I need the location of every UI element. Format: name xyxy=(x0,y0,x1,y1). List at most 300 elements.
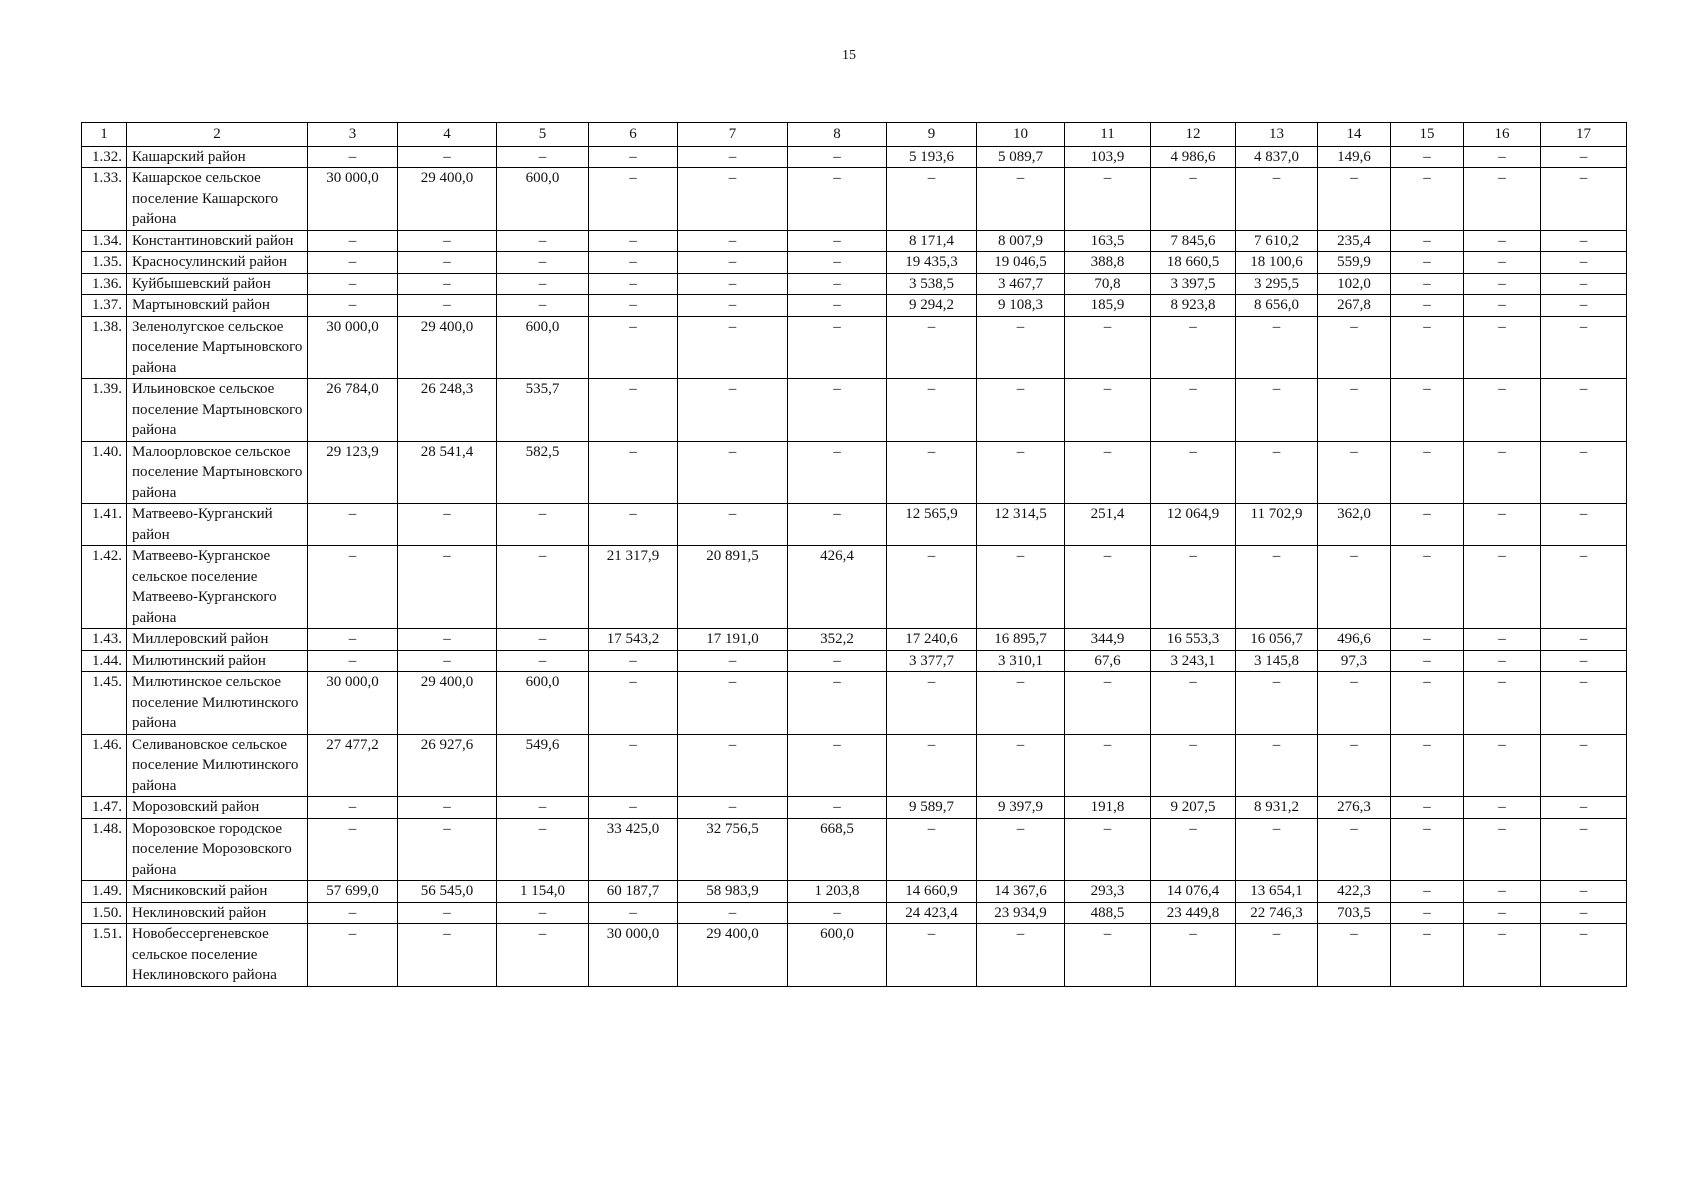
value-cell-col-12: 3 243,1 xyxy=(1151,650,1236,672)
value-cell-col-13: 4 837,0 xyxy=(1236,146,1318,168)
value-cell-col-16: – xyxy=(1464,252,1541,274)
value-cell-col-7: – xyxy=(678,650,788,672)
value-cell-col-11: 70,8 xyxy=(1065,273,1151,295)
value-cell-col-9: – xyxy=(887,168,977,231)
table-row xyxy=(82,504,1627,546)
value-cell-col-9: – xyxy=(887,672,977,735)
value-cell-col-14: – xyxy=(1318,168,1391,231)
value-cell-col-15: – xyxy=(1391,924,1464,987)
value-cell-col-9: 19 435,3 xyxy=(887,252,977,274)
value-cell-col-4: 26 248,3 xyxy=(398,379,497,442)
value-cell-col-15: – xyxy=(1391,797,1464,819)
value-cell-col-16: – xyxy=(1464,168,1541,231)
value-cell-col-14: 235,4 xyxy=(1318,230,1391,252)
value-cell-col-5: 600,0 xyxy=(497,168,589,231)
row-number: 1.42. xyxy=(82,546,127,629)
value-cell-col-7: – xyxy=(678,230,788,252)
value-cell-col-12: – xyxy=(1151,379,1236,442)
value-cell-col-16: – xyxy=(1464,924,1541,987)
municipality-name: Зеленолугское сельское поселение Мартыновского района xyxy=(127,316,308,379)
column-header-12: 12 xyxy=(1151,123,1236,147)
value-cell-col-6: – xyxy=(589,379,678,442)
value-cell-col-11: 488,5 xyxy=(1065,902,1151,924)
municipality-name: Милютинский район xyxy=(127,650,308,672)
row-number: 1.38. xyxy=(82,316,127,379)
value-cell-col-6: – xyxy=(589,295,678,317)
column-header-1: 1 xyxy=(82,123,127,147)
value-cell-col-6: – xyxy=(589,273,678,295)
value-cell-col-3: 26 784,0 xyxy=(308,379,398,442)
value-cell-col-3: 30 000,0 xyxy=(308,672,398,735)
value-cell-col-16: – xyxy=(1464,295,1541,317)
value-cell-col-7: – xyxy=(678,146,788,168)
value-cell-col-13: 22 746,3 xyxy=(1236,902,1318,924)
value-cell-col-9: 24 423,4 xyxy=(887,902,977,924)
value-cell-col-5: 600,0 xyxy=(497,672,589,735)
table-row xyxy=(82,168,1627,231)
value-cell-col-4: 56 545,0 xyxy=(398,881,497,903)
table-row xyxy=(82,672,1627,735)
municipality-name: Морозовский район xyxy=(127,797,308,819)
value-cell-col-13: – xyxy=(1236,546,1318,629)
value-cell-col-4: 29 400,0 xyxy=(398,672,497,735)
table-row xyxy=(82,146,1627,168)
value-cell-col-4: 26 927,6 xyxy=(398,734,497,797)
value-cell-col-9: – xyxy=(887,379,977,442)
row-number: 1.49. xyxy=(82,881,127,903)
row-number: 1.41. xyxy=(82,504,127,546)
table-row xyxy=(82,797,1627,819)
value-cell-col-10: 16 895,7 xyxy=(977,629,1065,651)
value-cell-col-17: – xyxy=(1541,818,1627,881)
value-cell-col-9: 3 377,7 xyxy=(887,650,977,672)
table-row xyxy=(82,924,1627,987)
value-cell-col-3: – xyxy=(308,230,398,252)
value-cell-col-13: – xyxy=(1236,316,1318,379)
value-cell-col-6: 60 187,7 xyxy=(589,881,678,903)
value-cell-col-5: – xyxy=(497,273,589,295)
value-cell-col-17: – xyxy=(1541,146,1627,168)
value-cell-col-5: – xyxy=(497,504,589,546)
value-cell-col-15: – xyxy=(1391,504,1464,546)
value-cell-col-6: – xyxy=(589,230,678,252)
municipality-name: Милютинское сельское поселение Милютинского района xyxy=(127,672,308,735)
column-header-13: 13 xyxy=(1236,123,1318,147)
value-cell-col-8: – xyxy=(788,230,887,252)
value-cell-col-10: – xyxy=(977,672,1065,735)
value-cell-col-14: 102,0 xyxy=(1318,273,1391,295)
value-cell-col-11: – xyxy=(1065,546,1151,629)
value-cell-col-5: 549,6 xyxy=(497,734,589,797)
value-cell-col-17: – xyxy=(1541,924,1627,987)
value-cell-col-5: – xyxy=(497,252,589,274)
value-cell-col-7: – xyxy=(678,734,788,797)
value-cell-col-11: – xyxy=(1065,672,1151,735)
municipality-name: Миллеровский район xyxy=(127,629,308,651)
value-cell-col-17: – xyxy=(1541,902,1627,924)
municipality-name: Кашарское сельское поселение Кашарского района xyxy=(127,168,308,231)
value-cell-col-17: – xyxy=(1541,672,1627,735)
table-row xyxy=(82,650,1627,672)
value-cell-col-17: – xyxy=(1541,295,1627,317)
value-cell-col-9: – xyxy=(887,924,977,987)
value-cell-col-13: 8 656,0 xyxy=(1236,295,1318,317)
value-cell-col-13: 7 610,2 xyxy=(1236,230,1318,252)
value-cell-col-7: – xyxy=(678,379,788,442)
table-row xyxy=(82,629,1627,651)
value-cell-col-6: – xyxy=(589,168,678,231)
value-cell-col-12: – xyxy=(1151,818,1236,881)
value-cell-col-9: – xyxy=(887,734,977,797)
value-cell-col-9: 9 589,7 xyxy=(887,797,977,819)
column-header-11: 11 xyxy=(1065,123,1151,147)
value-cell-col-16: – xyxy=(1464,797,1541,819)
value-cell-col-16: – xyxy=(1464,818,1541,881)
value-cell-col-10: – xyxy=(977,379,1065,442)
value-cell-col-8: 426,4 xyxy=(788,546,887,629)
municipality-name: Мартыновский район xyxy=(127,295,308,317)
row-number: 1.50. xyxy=(82,902,127,924)
value-cell-col-6: – xyxy=(589,252,678,274)
column-header-9: 9 xyxy=(887,123,977,147)
value-cell-col-9: 12 565,9 xyxy=(887,504,977,546)
value-cell-col-7: 17 191,0 xyxy=(678,629,788,651)
value-cell-col-11: – xyxy=(1065,734,1151,797)
value-cell-col-10: 3 310,1 xyxy=(977,650,1065,672)
value-cell-col-8: – xyxy=(788,379,887,442)
municipality-name: Неклиновский район xyxy=(127,902,308,924)
value-cell-col-3: – xyxy=(308,818,398,881)
value-cell-col-4: – xyxy=(398,902,497,924)
value-cell-col-17: – xyxy=(1541,650,1627,672)
value-cell-col-15: – xyxy=(1391,818,1464,881)
value-cell-col-8: – xyxy=(788,672,887,735)
row-number: 1.39. xyxy=(82,379,127,442)
value-cell-col-11: – xyxy=(1065,924,1151,987)
value-cell-col-7: – xyxy=(678,168,788,231)
value-cell-col-6: – xyxy=(589,504,678,546)
value-cell-col-15: – xyxy=(1391,734,1464,797)
value-cell-col-3: 30 000,0 xyxy=(308,168,398,231)
value-cell-col-5: 535,7 xyxy=(497,379,589,442)
value-cell-col-10: 12 314,5 xyxy=(977,504,1065,546)
value-cell-col-5: – xyxy=(497,902,589,924)
table-row xyxy=(82,546,1627,629)
value-cell-col-15: – xyxy=(1391,316,1464,379)
value-cell-col-11: 103,9 xyxy=(1065,146,1151,168)
row-number: 1.45. xyxy=(82,672,127,735)
municipality-name: Матвеево-Курганский район xyxy=(127,504,308,546)
value-cell-col-16: – xyxy=(1464,273,1541,295)
table-row xyxy=(82,252,1627,274)
value-cell-col-9: 9 294,2 xyxy=(887,295,977,317)
value-cell-col-10: 8 007,9 xyxy=(977,230,1065,252)
value-cell-col-17: – xyxy=(1541,546,1627,629)
value-cell-col-17: – xyxy=(1541,881,1627,903)
value-cell-col-15: – xyxy=(1391,629,1464,651)
value-cell-col-9: 8 171,4 xyxy=(887,230,977,252)
value-cell-col-16: – xyxy=(1464,881,1541,903)
value-cell-col-17: – xyxy=(1541,441,1627,504)
value-cell-col-16: – xyxy=(1464,504,1541,546)
value-cell-col-6: – xyxy=(589,146,678,168)
municipality-name: Константиновский район xyxy=(127,230,308,252)
value-cell-col-14: – xyxy=(1318,441,1391,504)
value-cell-col-11: – xyxy=(1065,441,1151,504)
value-cell-col-4: – xyxy=(398,818,497,881)
value-cell-col-8: – xyxy=(788,441,887,504)
value-cell-col-8: – xyxy=(788,168,887,231)
value-cell-col-16: – xyxy=(1464,316,1541,379)
value-cell-col-3: – xyxy=(308,650,398,672)
value-cell-col-5: – xyxy=(497,924,589,987)
value-cell-col-3: 57 699,0 xyxy=(308,881,398,903)
value-cell-col-17: – xyxy=(1541,629,1627,651)
value-cell-col-4: – xyxy=(398,546,497,629)
column-header-6: 6 xyxy=(589,123,678,147)
page-number: 15 xyxy=(842,48,856,63)
value-cell-col-3: 29 123,9 xyxy=(308,441,398,504)
value-cell-col-6: – xyxy=(589,902,678,924)
value-cell-col-4: – xyxy=(398,273,497,295)
table-row xyxy=(82,295,1627,317)
budget-table xyxy=(81,122,1627,987)
value-cell-col-10: – xyxy=(977,441,1065,504)
value-cell-col-15: – xyxy=(1391,881,1464,903)
value-cell-col-10: 3 467,7 xyxy=(977,273,1065,295)
value-cell-col-13: – xyxy=(1236,818,1318,881)
value-cell-col-4: – xyxy=(398,295,497,317)
value-cell-col-17: – xyxy=(1541,316,1627,379)
table-row xyxy=(82,230,1627,252)
value-cell-col-4: – xyxy=(398,146,497,168)
value-cell-col-15: – xyxy=(1391,295,1464,317)
value-cell-col-8: – xyxy=(788,295,887,317)
value-cell-col-8: 600,0 xyxy=(788,924,887,987)
value-cell-col-10: – xyxy=(977,924,1065,987)
municipality-name: Матвеево-Курганское сельское поселение Матвеево-Курганского района xyxy=(127,546,308,629)
value-cell-col-8: – xyxy=(788,734,887,797)
value-cell-col-10: 14 367,6 xyxy=(977,881,1065,903)
value-cell-col-17: – xyxy=(1541,734,1627,797)
value-cell-col-12: 8 923,8 xyxy=(1151,295,1236,317)
row-number: 1.32. xyxy=(82,146,127,168)
value-cell-col-7: 58 983,9 xyxy=(678,881,788,903)
value-cell-col-6: 33 425,0 xyxy=(589,818,678,881)
value-cell-col-16: – xyxy=(1464,650,1541,672)
value-cell-col-14: 149,6 xyxy=(1318,146,1391,168)
table-row xyxy=(82,902,1627,924)
value-cell-col-16: – xyxy=(1464,672,1541,735)
value-cell-col-3: 30 000,0 xyxy=(308,316,398,379)
municipality-name: Морозовское городское поселение Морозовского района xyxy=(127,818,308,881)
value-cell-col-7: – xyxy=(678,902,788,924)
value-cell-col-12: – xyxy=(1151,672,1236,735)
value-cell-col-11: 251,4 xyxy=(1065,504,1151,546)
value-cell-col-4: 28 541,4 xyxy=(398,441,497,504)
municipality-name: Малоорловское сельское поселение Мартыновского района xyxy=(127,441,308,504)
value-cell-col-14: 362,0 xyxy=(1318,504,1391,546)
municipality-name: Ильиновское сельское поселение Мартыновского района xyxy=(127,379,308,442)
value-cell-col-15: – xyxy=(1391,650,1464,672)
value-cell-col-13: 18 100,6 xyxy=(1236,252,1318,274)
value-cell-col-8: – xyxy=(788,650,887,672)
value-cell-col-14: – xyxy=(1318,316,1391,379)
row-number: 1.48. xyxy=(82,818,127,881)
value-cell-col-8: – xyxy=(788,273,887,295)
value-cell-col-13: 13 654,1 xyxy=(1236,881,1318,903)
value-cell-col-13: 16 056,7 xyxy=(1236,629,1318,651)
value-cell-col-5: – xyxy=(497,797,589,819)
value-cell-col-11: – xyxy=(1065,168,1151,231)
value-cell-col-15: – xyxy=(1391,441,1464,504)
row-number: 1.43. xyxy=(82,629,127,651)
value-cell-col-6: – xyxy=(589,797,678,819)
value-cell-col-12: 3 397,5 xyxy=(1151,273,1236,295)
row-number: 1.34. xyxy=(82,230,127,252)
value-cell-col-10: – xyxy=(977,546,1065,629)
value-cell-col-14: 559,9 xyxy=(1318,252,1391,274)
value-cell-col-11: – xyxy=(1065,379,1151,442)
value-cell-col-3: – xyxy=(308,546,398,629)
value-cell-col-11: – xyxy=(1065,818,1151,881)
value-cell-col-16: – xyxy=(1464,230,1541,252)
value-cell-col-7: – xyxy=(678,672,788,735)
municipality-name: Кашарский район xyxy=(127,146,308,168)
value-cell-col-5: – xyxy=(497,546,589,629)
value-cell-col-10: 9 108,3 xyxy=(977,295,1065,317)
column-header-7: 7 xyxy=(678,123,788,147)
value-cell-col-6: 30 000,0 xyxy=(589,924,678,987)
value-cell-col-8: – xyxy=(788,797,887,819)
value-cell-col-6: – xyxy=(589,441,678,504)
municipality-name: Красносулинский район xyxy=(127,252,308,274)
column-header-5: 5 xyxy=(497,123,589,147)
value-cell-col-8: – xyxy=(788,902,887,924)
value-cell-col-7: – xyxy=(678,273,788,295)
value-cell-col-14: 422,3 xyxy=(1318,881,1391,903)
value-cell-col-16: – xyxy=(1464,546,1541,629)
value-cell-col-17: – xyxy=(1541,230,1627,252)
value-cell-col-4: – xyxy=(398,252,497,274)
row-number: 1.35. xyxy=(82,252,127,274)
value-cell-col-17: – xyxy=(1541,379,1627,442)
value-cell-col-4: – xyxy=(398,629,497,651)
value-cell-col-5: – xyxy=(497,230,589,252)
value-cell-col-12: – xyxy=(1151,168,1236,231)
table-header xyxy=(82,123,1627,147)
value-cell-col-4: 29 400,0 xyxy=(398,316,497,379)
value-cell-col-12: 18 660,5 xyxy=(1151,252,1236,274)
value-cell-col-6: 21 317,9 xyxy=(589,546,678,629)
value-cell-col-5: – xyxy=(497,629,589,651)
value-cell-col-9: 5 193,6 xyxy=(887,146,977,168)
value-cell-col-7: 32 756,5 xyxy=(678,818,788,881)
row-number: 1.46. xyxy=(82,734,127,797)
value-cell-col-12: – xyxy=(1151,924,1236,987)
column-header-16: 16 xyxy=(1464,123,1541,147)
value-cell-col-4: – xyxy=(398,924,497,987)
value-cell-col-8: 352,2 xyxy=(788,629,887,651)
value-cell-col-8: – xyxy=(788,504,887,546)
value-cell-col-16: – xyxy=(1464,629,1541,651)
header-row xyxy=(82,123,1627,147)
value-cell-col-6: – xyxy=(589,672,678,735)
value-cell-col-16: – xyxy=(1464,379,1541,442)
value-cell-col-8: – xyxy=(788,252,887,274)
value-cell-col-9: 3 538,5 xyxy=(887,273,977,295)
value-cell-col-14: – xyxy=(1318,924,1391,987)
value-cell-col-15: – xyxy=(1391,168,1464,231)
value-cell-col-17: – xyxy=(1541,504,1627,546)
value-cell-col-15: – xyxy=(1391,672,1464,735)
value-cell-col-13: 3 295,5 xyxy=(1236,273,1318,295)
value-cell-col-12: – xyxy=(1151,734,1236,797)
value-cell-col-7: – xyxy=(678,797,788,819)
value-cell-col-17: – xyxy=(1541,252,1627,274)
value-cell-col-10: 9 397,9 xyxy=(977,797,1065,819)
value-cell-col-12: 4 986,6 xyxy=(1151,146,1236,168)
value-cell-col-15: – xyxy=(1391,379,1464,442)
table-row xyxy=(82,734,1627,797)
value-cell-col-14: 496,6 xyxy=(1318,629,1391,651)
value-cell-col-10: 5 089,7 xyxy=(977,146,1065,168)
value-cell-col-6: – xyxy=(589,650,678,672)
value-cell-col-13: – xyxy=(1236,168,1318,231)
value-cell-col-14: – xyxy=(1318,379,1391,442)
value-cell-col-5: 1 154,0 xyxy=(497,881,589,903)
value-cell-col-14: – xyxy=(1318,818,1391,881)
municipality-name: Новобессергеневское сельское поселение Неклиновского района xyxy=(127,924,308,987)
value-cell-col-7: – xyxy=(678,504,788,546)
value-cell-col-12: 16 553,3 xyxy=(1151,629,1236,651)
value-cell-col-7: – xyxy=(678,316,788,379)
value-cell-col-3: – xyxy=(308,295,398,317)
value-cell-col-9: – xyxy=(887,818,977,881)
value-cell-col-11: 388,8 xyxy=(1065,252,1151,274)
value-cell-col-10: – xyxy=(977,818,1065,881)
value-cell-col-14: 276,3 xyxy=(1318,797,1391,819)
value-cell-col-13: – xyxy=(1236,672,1318,735)
value-cell-col-8: 668,5 xyxy=(788,818,887,881)
value-cell-col-3: – xyxy=(308,924,398,987)
value-cell-col-16: – xyxy=(1464,734,1541,797)
value-cell-col-9: 14 660,9 xyxy=(887,881,977,903)
value-cell-col-13: 3 145,8 xyxy=(1236,650,1318,672)
value-cell-col-12: – xyxy=(1151,546,1236,629)
value-cell-col-13: 11 702,9 xyxy=(1236,504,1318,546)
value-cell-col-3: – xyxy=(308,797,398,819)
value-cell-col-10: – xyxy=(977,734,1065,797)
column-header-10: 10 xyxy=(977,123,1065,147)
value-cell-col-10: – xyxy=(977,316,1065,379)
municipality-name: Мясниковский район xyxy=(127,881,308,903)
value-cell-col-17: – xyxy=(1541,168,1627,231)
table-body xyxy=(82,146,1627,986)
value-cell-col-3: – xyxy=(308,629,398,651)
table-row xyxy=(82,818,1627,881)
value-cell-col-5: – xyxy=(497,295,589,317)
column-header-2: 2 xyxy=(127,123,308,147)
value-cell-col-5: – xyxy=(497,146,589,168)
value-cell-col-14: 267,8 xyxy=(1318,295,1391,317)
value-cell-col-9: – xyxy=(887,316,977,379)
value-cell-col-15: – xyxy=(1391,902,1464,924)
column-header-3: 3 xyxy=(308,123,398,147)
value-cell-col-3: – xyxy=(308,252,398,274)
value-cell-col-9: – xyxy=(887,546,977,629)
value-cell-col-13: – xyxy=(1236,924,1318,987)
